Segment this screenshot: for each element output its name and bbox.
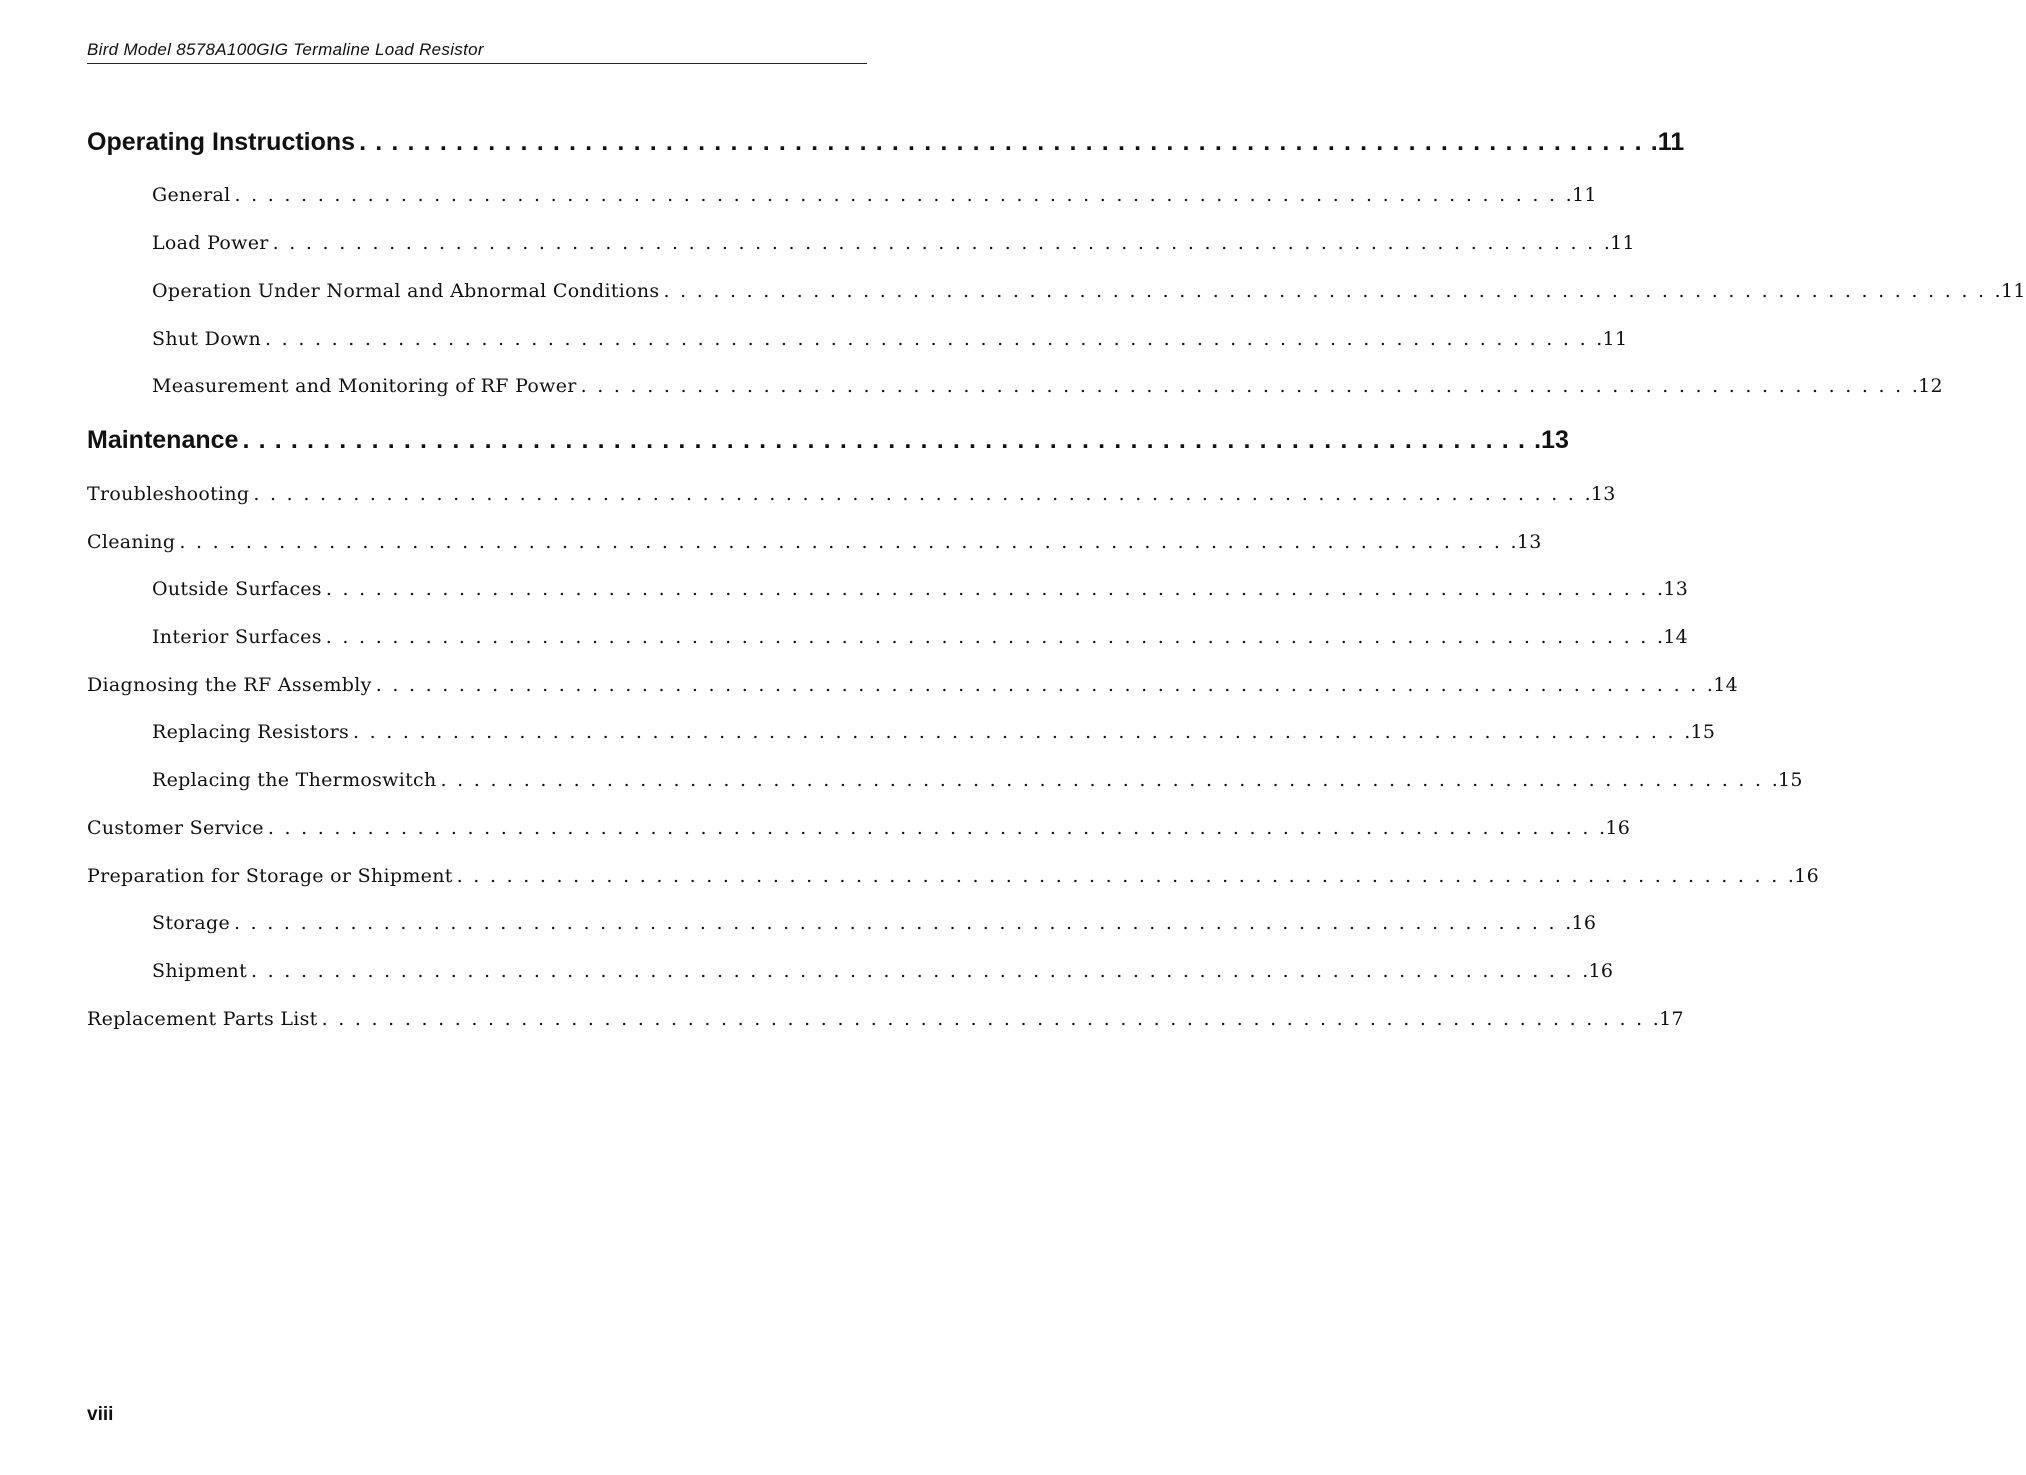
toc-entry-page: .17 <box>1652 1008 1684 1030</box>
toc-dot-leader: ................................................................................ <box>580 375 1912 397</box>
toc-entry-page: .15 <box>1684 721 1716 743</box>
toc-dot-leader: ................................................................................ <box>234 912 1566 934</box>
toc-dot-leader: ................................................................................ <box>375 674 1707 696</box>
toc-entry-general[interactable] <box>152 184 1597 206</box>
toc-entry-page: .13 <box>1510 531 1542 553</box>
toc-dot-leader: ................................................................................ <box>353 721 1685 743</box>
toc-entry-replacing-resistors[interactable] <box>152 721 1716 743</box>
toc-dot-leader: ................................................................................ <box>267 817 1599 839</box>
toc-entry-label: Interior Surfaces <box>152 626 322 648</box>
toc-entry-label: Storage <box>152 912 231 934</box>
toc-entry-page: .11 <box>1603 232 1635 254</box>
toc-entry-page: .11 <box>1650 128 1685 156</box>
toc-dot-leader: ................................................................................ <box>179 531 1511 553</box>
toc-entry-cleaning[interactable] <box>87 531 1542 553</box>
toc-entry-customer-service[interactable] <box>87 817 1631 839</box>
toc-entry-page: .16 <box>1582 960 1614 982</box>
toc-entry-page: .13 <box>1534 426 1569 454</box>
toc-entry-page: .14 <box>1656 626 1689 648</box>
toc-entry-page: .11 <box>1596 328 1628 350</box>
toc-dot-leader: ................................................................................ <box>325 626 1657 648</box>
toc-dot-leader: ................................................................................ <box>456 865 1788 887</box>
toc-dot-leader: ................................................................................ <box>251 960 1583 982</box>
toc-entry-load-power[interactable] <box>152 232 1635 254</box>
toc-entry-page: .16 <box>1565 912 1597 934</box>
toc-entry-label: Shipment <box>152 960 248 982</box>
toc-entry-diagnosing-rf-assembly[interactable] <box>87 674 1738 696</box>
toc-entry-troubleshooting[interactable] <box>87 483 1616 505</box>
toc-entry-preparation-storage-shipment[interactable] <box>87 865 1819 887</box>
toc-entry-outside-surfaces[interactable] <box>152 578 1689 600</box>
toc-entry-page: .13 <box>1657 578 1689 600</box>
page-number: viii <box>87 1404 114 1425</box>
toc-entry-page: .16 <box>1787 865 1819 887</box>
toc-entry-page: .14 <box>1706 674 1738 696</box>
toc-entry-label: Outside Surfaces <box>152 578 322 600</box>
toc-entry-label: Shut Down <box>152 328 262 350</box>
toc-entry-replacing-thermoswitch[interactable] <box>152 769 1803 791</box>
toc-entry-label: Cleaning <box>87 531 176 553</box>
toc-entry-label: Preparation for Storage or Shipment <box>87 865 453 887</box>
toc-dot-leader: ................................................................................ <box>440 769 1772 791</box>
toc-entry-operation-conditions[interactable] <box>152 280 2026 302</box>
toc-entry-label: Replacing Resistors <box>152 721 350 743</box>
header-rule <box>87 63 867 64</box>
toc-dot-leader: ................................................................................ <box>321 1008 1653 1030</box>
toc-entry-page: .11 <box>1994 280 2026 302</box>
toc-entry-page: .11 <box>1565 184 1597 206</box>
toc-entry-page: .12 <box>1911 375 1943 397</box>
toc-dot-leader: ................................................................................ <box>253 483 1585 505</box>
toc-entry-label: Measurement and Monitoring of RF Power <box>152 375 577 397</box>
toc-entry-storage[interactable] <box>152 912 1597 934</box>
toc-entry-page: .15 <box>1771 769 1803 791</box>
toc-entry-label: Customer Service <box>87 817 264 839</box>
toc-entry-interior-surfaces[interactable] <box>152 626 1689 648</box>
toc-dot-leader: ................................................................................ <box>265 328 1597 350</box>
toc-entry-label: Replacement Parts List <box>87 1008 318 1030</box>
toc-entry-label: Operating Instructions <box>87 128 356 156</box>
toc-dot-leader: ................................................................................ <box>272 232 1604 254</box>
toc-entry-page: .16 <box>1599 817 1631 839</box>
toc-entry-measurement-rf-power[interactable] <box>152 375 1943 397</box>
running-header: Bird Model 8578A100GIG Termaline Load Resistor <box>87 40 484 59</box>
toc-entry-label: General <box>152 184 231 206</box>
toc-entry-label: Maintenance <box>87 426 239 454</box>
toc-entry-label: Diagnosing the RF Assembly <box>87 674 372 696</box>
toc-entry-label: Replacing the Thermoswitch <box>152 769 437 791</box>
toc-entry-shut-down[interactable] <box>152 328 1628 350</box>
toc-dot-leader: ................................................................................ <box>242 426 1535 454</box>
toc-entry-label: Load Power <box>152 232 269 254</box>
toc-dot-leader: ................................................................................ <box>663 280 1995 302</box>
toc-entry-label: Operation Under Normal and Abnormal Conditions <box>152 280 660 302</box>
toc-dot-leader: ................................................................................ <box>359 128 1651 156</box>
toc-entry-replacement-parts-list[interactable] <box>87 1008 1684 1030</box>
toc-entry-shipment[interactable] <box>152 960 1614 982</box>
toc-entry-label: Troubleshooting <box>87 483 250 505</box>
toc-entry-maintenance[interactable] <box>87 426 1569 455</box>
toc-entry-page: .13 <box>1584 483 1616 505</box>
toc-entry-operating-instructions[interactable] <box>87 128 1685 157</box>
toc-dot-leader: ................................................................................ <box>325 578 1658 600</box>
toc-dot-leader: ................................................................................ <box>234 184 1566 206</box>
